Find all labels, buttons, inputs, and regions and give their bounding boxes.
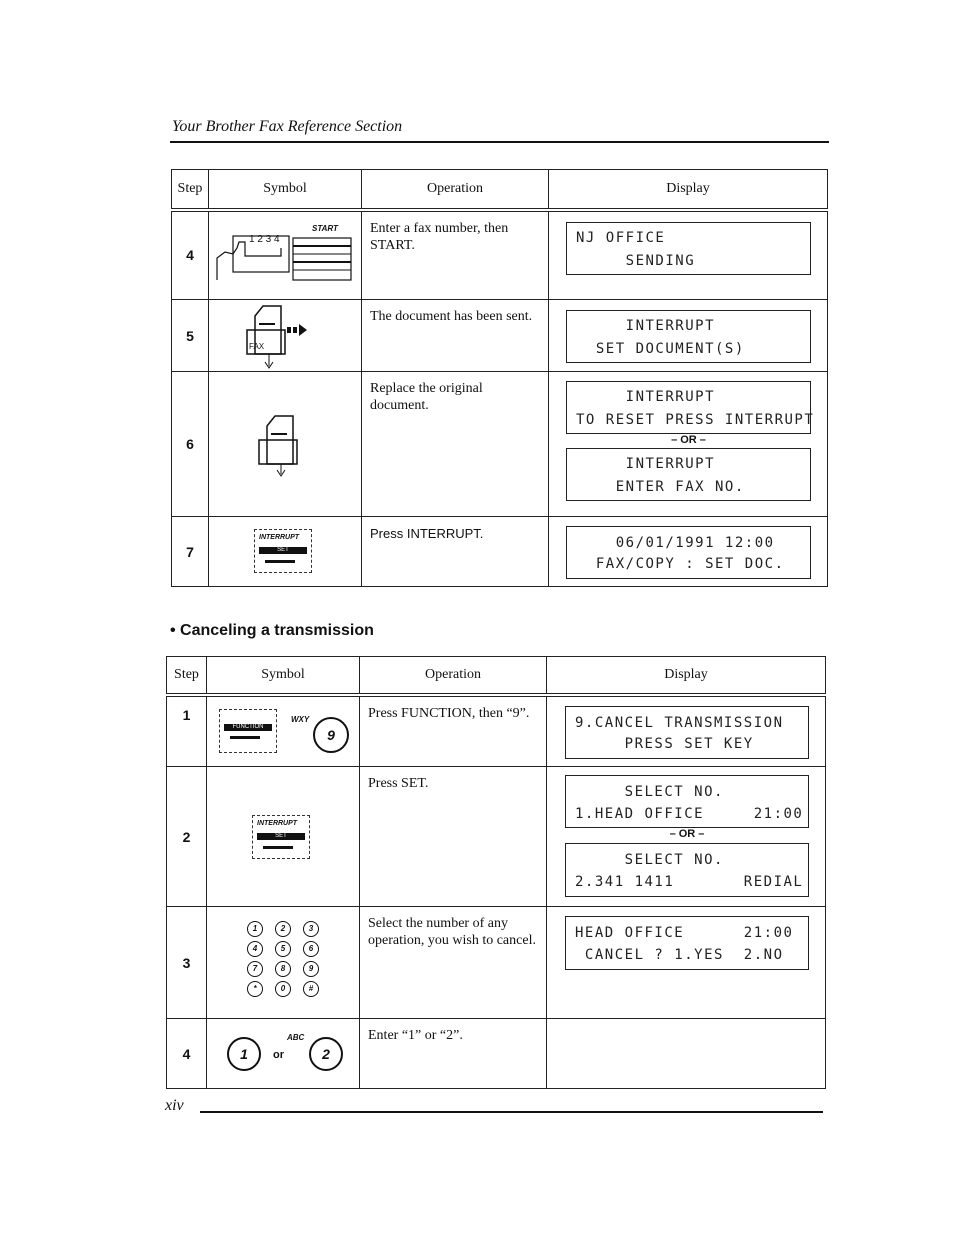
lcd-display — [566, 222, 811, 275]
document-out-icon — [245, 302, 335, 370]
lcd-line-1: INTERRUPT — [576, 389, 716, 405]
step-number: 2 — [167, 767, 207, 907]
symbol-cell — [207, 1019, 360, 1089]
lcd-display — [565, 843, 809, 897]
operation-text: Replace the original document. — [362, 372, 549, 517]
col-header-operation: Operation — [360, 657, 547, 695]
interrupt-set-key-icon — [254, 529, 312, 573]
page-number: xiv — [165, 1097, 184, 1114]
lcd-line-2: PRESS SET KEY — [575, 735, 754, 752]
key-dash — [265, 560, 295, 563]
or-separator: – OR – — [671, 434, 706, 446]
lcd-line-2: ENTER FAX NO. — [576, 479, 745, 495]
lcd-display — [566, 381, 815, 434]
operation-text: Press FUNCTION, then “9”. — [360, 695, 547, 767]
step-number: 1 — [167, 695, 207, 767]
table-row — [167, 767, 826, 907]
steps-table-1 — [171, 169, 828, 587]
table-row — [172, 210, 828, 300]
step-number: 6 — [172, 372, 209, 517]
or-word: or — [273, 1049, 284, 1061]
function-key-icon — [219, 709, 277, 753]
keypad-key-icon: 0 — [275, 981, 291, 997]
lcd-display — [565, 775, 809, 828]
keypad-key-icon: 9 — [303, 961, 319, 977]
key-bar: FUNCTION — [224, 724, 272, 731]
step-number: 7 — [172, 517, 209, 587]
col-header-step: Step — [172, 170, 209, 210]
display-cell — [549, 517, 828, 587]
lcd-line-1: 9.CANCEL TRANSMISSION — [575, 714, 784, 731]
table-row — [167, 907, 826, 1019]
keypad-key-icon: 4 — [247, 941, 263, 957]
symbol-cell — [207, 695, 360, 767]
operation-text: Press INTERRUPT. — [362, 517, 549, 587]
col-header-display: Display — [547, 657, 826, 695]
lcd-line-2: SENDING — [576, 252, 696, 269]
table-row — [167, 1019, 826, 1089]
lcd-display — [566, 310, 811, 363]
operation-text: The document has been sent. — [362, 300, 549, 372]
running-header: Your Brother Fax Reference Section — [172, 118, 403, 135]
lcd-line-2: TO RESET PRESS INTERRUPT — [576, 412, 815, 428]
lcd-line-1: NJ OFFICE — [576, 229, 666, 246]
lcd-display — [566, 448, 811, 501]
lcd-line-1: 06/01/1991 12:00 — [576, 535, 775, 551]
table-row — [172, 517, 828, 587]
start-label: START — [312, 223, 338, 233]
footer-rule — [200, 1111, 823, 1113]
keypad-key-icon: # — [303, 981, 319, 997]
key-label: INTERRUPT — [257, 820, 298, 827]
digits-label: 1 2 3 4 — [249, 233, 280, 245]
one-key-icon: 1 — [227, 1037, 261, 1071]
step-number: 5 — [172, 300, 209, 372]
key-label: INTERRUPT — [259, 534, 300, 541]
display-cell — [547, 907, 826, 1019]
table-row — [172, 372, 828, 517]
steps-table-2 — [166, 656, 826, 1089]
dial-start-icon — [211, 218, 361, 298]
symbol-cell — [209, 300, 362, 372]
col-header-symbol: Symbol — [209, 170, 362, 210]
fax-label: FAX — [249, 342, 265, 351]
key-letters: WXY — [291, 714, 310, 724]
lcd-line-1: SELECT NO. — [575, 852, 724, 868]
keypad-key-icon: 5 — [275, 941, 291, 957]
display-cell — [549, 372, 828, 517]
keypad-key-icon: * — [247, 981, 263, 997]
lcd-line-2: SET DOCUMENT(S) — [576, 341, 745, 357]
lcd-line-1: HEAD OFFICE 21:00 — [575, 925, 794, 941]
or-separator: – OR – — [669, 828, 705, 840]
display-cell — [549, 210, 828, 300]
step-number: 4 — [167, 1019, 207, 1089]
lcd-display — [565, 916, 809, 970]
symbol-cell — [209, 210, 362, 300]
key-bar: SET — [257, 833, 305, 840]
step-number: 3 — [167, 907, 207, 1019]
display-cell — [547, 767, 826, 907]
lcd-line-2: 2.341 1411 REDIAL — [575, 874, 804, 890]
table-row — [167, 695, 826, 767]
nine-key-icon: 9 — [313, 717, 349, 753]
section-heading: • Canceling a transmission — [170, 622, 374, 639]
key-letters: ABC — [287, 1033, 305, 1042]
col-header-operation: Operation — [362, 170, 549, 210]
lcd-line-2: CANCEL ? 1.YES 2.NO — [575, 947, 784, 963]
symbol-cell — [207, 767, 360, 907]
key-bar: SET — [259, 547, 307, 554]
keypad-key-icon: 6 — [303, 941, 319, 957]
lcd-line-1: INTERRUPT — [576, 456, 716, 472]
operation-text: Enter “1” or “2”. — [360, 1019, 547, 1089]
lcd-line-1: SELECT NO. — [575, 784, 724, 800]
lcd-display — [566, 526, 811, 579]
display-cell — [547, 695, 826, 767]
keypad-key-icon: 7 — [247, 961, 263, 977]
col-header-step: Step — [167, 657, 207, 695]
keypad-key-icon: 8 — [275, 961, 291, 977]
display-cell — [549, 300, 828, 372]
lcd-line-2: FAX/COPY : SET DOC. — [576, 556, 785, 572]
step-number: 4 — [172, 210, 209, 300]
symbol-cell — [207, 907, 360, 1019]
keypad-key-icon: 3 — [303, 921, 319, 937]
col-header-display: Display — [549, 170, 828, 210]
lcd-display — [565, 706, 809, 759]
two-key-icon: 2 — [309, 1037, 343, 1071]
interrupt-set-key-icon — [252, 815, 310, 859]
operation-text: Press SET. — [360, 767, 547, 907]
symbol-cell — [209, 517, 362, 587]
lcd-line-2: 1.HEAD OFFICE 21:00 — [575, 806, 804, 822]
col-header-symbol: Symbol — [207, 657, 360, 695]
lcd-line-1: INTERRUPT — [576, 318, 716, 334]
document-in-icon — [257, 412, 317, 482]
keypad-key-icon: 2 — [275, 921, 291, 937]
key-dash — [263, 846, 293, 849]
operation-text: Select the number of any operation, you wish to cancel. — [360, 907, 547, 1019]
key-dash — [230, 736, 260, 739]
keypad-key-icon: 1 — [247, 921, 263, 937]
display-cell — [547, 1019, 826, 1089]
header-rule — [170, 141, 829, 143]
symbol-cell — [209, 372, 362, 517]
operation-text: Enter a fax number, then START. — [362, 210, 549, 300]
table-row — [172, 300, 828, 372]
numeric-keypad-icon — [247, 921, 327, 1005]
